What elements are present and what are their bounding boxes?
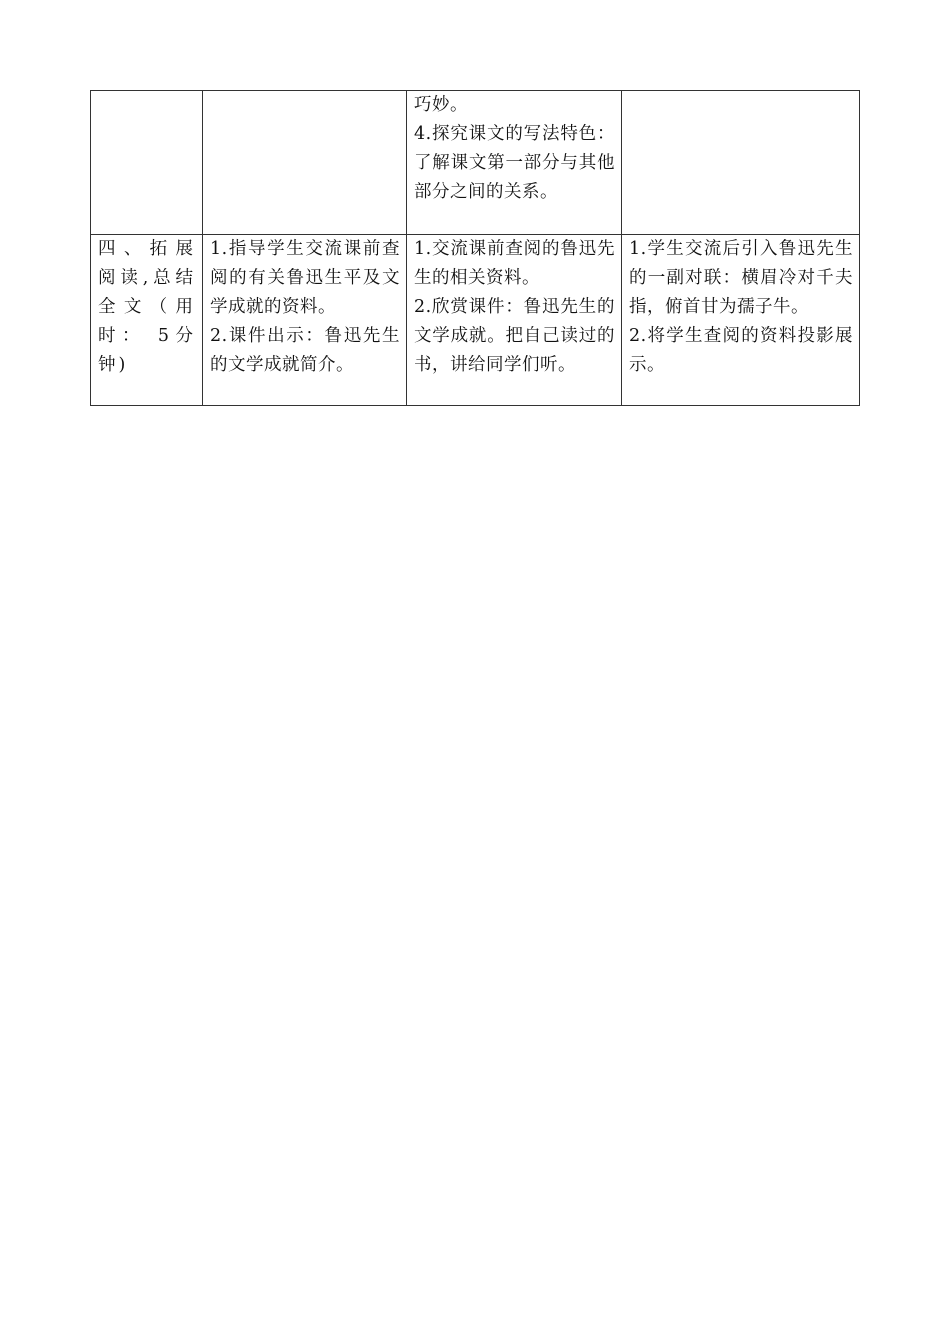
stage-text: 四、拓展阅读,总结全文（用时： 5分钟) (98, 239, 196, 375)
student-activity-text: 4.探究课文的写法特色：了解课文第一部分与其他部分之间的关系。 (414, 124, 615, 202)
student-activity-cell (407, 235, 622, 406)
stage-cell (91, 91, 203, 235)
teacher-activity-cell (203, 91, 407, 235)
student-activity-cell (407, 91, 622, 235)
design-intent-text: 2.将学生查阅的资料投影展示。 (629, 326, 853, 375)
table-row-continuation (91, 91, 860, 235)
table-row-extension (91, 235, 860, 406)
teacher-activity-text: 1.指导学生交流课前查阅的有关鲁迅生平及文学成就的资料。 (210, 239, 400, 317)
teacher-activity-text: 2.课件出示：鲁迅先生的文学成就简介。 (210, 326, 400, 375)
teacher-activity-cell (203, 235, 407, 406)
student-activity-text: 巧妙。 (414, 95, 468, 115)
lesson-plan-table (90, 90, 860, 406)
stage-cell (91, 235, 203, 406)
design-intent-cell (622, 91, 860, 235)
student-activity-text: 1.交流课前查阅的鲁迅先生的相关资料。 (414, 239, 615, 288)
student-activity-text: 2.欣赏课件：鲁迅先生的文学成就。把自己读过的书，讲给同学们听。 (414, 297, 615, 375)
design-intent-cell (622, 235, 860, 406)
design-intent-text: 1.学生交流后引入鲁迅先生的一副对联：横眉冷对千夫指，俯首甘为孺子牛。 (629, 239, 853, 317)
